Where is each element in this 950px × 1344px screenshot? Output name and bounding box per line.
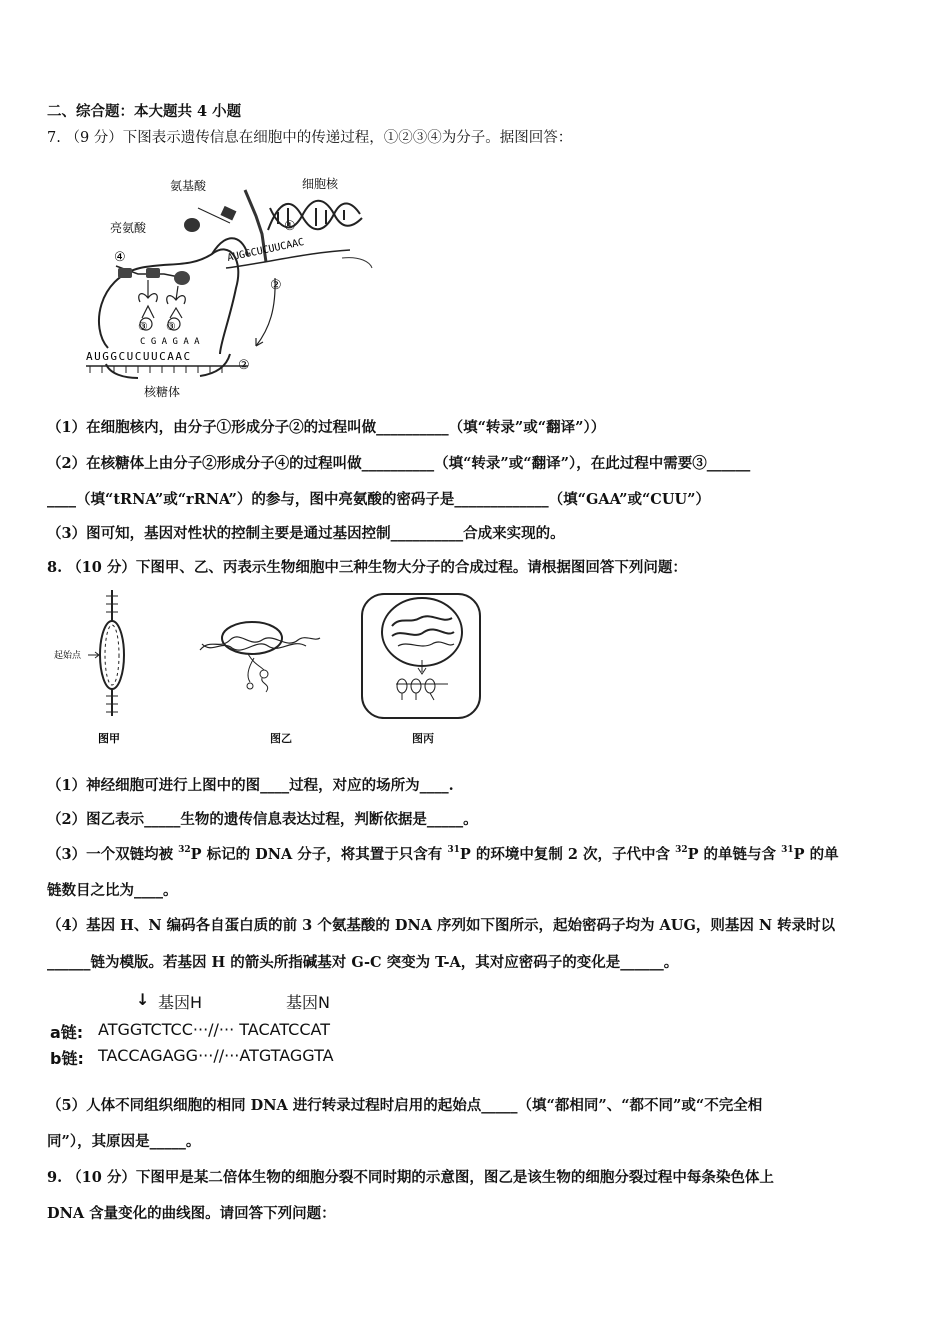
q8-p3-b: P 标记的 DNA 分子，将其置于只含有	[190, 846, 448, 863]
q8-part4-line1: （4）基因 H、N 编码各自蛋白质的前 3 个氨基酸的 DNA 序列如下图所示，起始密码子均为 AUG，则基因 N 转录时以	[47, 917, 836, 934]
q8-part5-line2: 同”），其原因是_____。	[47, 1133, 201, 1150]
mrna-top: AUGGCUCUUCAAC	[226, 236, 306, 264]
q8-stem: 8. （10 分）下图甲、乙、丙表示生物细胞中三种生物大分子的合成过程。请根据图回答下列问题：	[47, 559, 687, 576]
q7-part2-line2: ____（填“tRNA”或“rRNA”）的参与，图中亮氨酸的密码子是_____________（填“GAA”或“CUU”）	[47, 491, 710, 508]
strand-a-label: a链:	[50, 1023, 84, 1042]
label-leucine: 亮氨酸	[110, 221, 147, 235]
figure-c	[362, 594, 480, 745]
q8-part4-line2: ______链为模版。若基因 H 的箭头所指碱基对 G-C 突变为 T-A，其对应密码子的变化是______。	[47, 954, 679, 971]
peptide-unit-2	[146, 268, 160, 278]
strand-a-seq: ATGGTCTCC···//··· TACATCCAT	[98, 1020, 330, 1039]
q9-stem-line2: DNA 含量变化的曲线图。请回答下列问题：	[47, 1205, 336, 1222]
label-circle3b: ③	[166, 320, 176, 333]
origin-label: 起始点	[54, 651, 82, 661]
q8-p3-sup3: 32	[675, 845, 688, 855]
amino-acid-blob	[184, 218, 200, 232]
q8-part5-line1: （5）人体不同组织细胞的相同 DNA 进行转录过程时启用的起始点_____（填“都相同”、“都不同”或“不完全相	[47, 1097, 763, 1114]
mrna-bottom: AUGGCUCUUCAAC	[86, 350, 192, 363]
gene-h-label: 基因H	[158, 993, 203, 1012]
q8-part3-line1	[47, 845, 839, 865]
label-circle2b: ②	[238, 358, 250, 373]
anticodons: C G A G A A	[140, 337, 200, 347]
peptide-unit-1	[118, 268, 132, 278]
q8-part3-line2: 链数目之比为____。	[47, 882, 178, 899]
q8-p3-c: P 的环境中复制 2 次，子代中含	[459, 846, 676, 863]
label-fig-a: 图甲	[98, 732, 120, 745]
q9-stem-line1: 9. （10 分）下图甲是某二倍体生物的细胞分裂不同时期的示意图，图乙是该生物的细胞分裂过程中每条染色体上	[47, 1169, 774, 1186]
q8-part1: （1）神经细胞可进行上图中的图____过程，对应的场所为____.	[47, 777, 454, 794]
label-circle3a: ③	[138, 320, 148, 333]
q7-figure	[80, 168, 390, 403]
figure-a	[54, 590, 124, 745]
q7-part3: （3）图可知，基因对性状的控制主要是通过基因控制__________合成来实现的。	[47, 525, 565, 542]
q7-stem: 7. （9 分）下图表示遗传信息在细胞中的传递过程，①②③④为分子。据图回答：	[47, 130, 573, 146]
q8-p3-sup1: 32	[178, 845, 191, 855]
q8-p3-d: P 的单链与含	[687, 846, 782, 863]
q7-part1: （1）在细胞核内，由分子①形成分子②的过程叫做__________（填“转录”或“翻译”））	[47, 419, 606, 436]
label-amino-acid: 氨基酸	[170, 179, 207, 193]
gene-n-label: 基因N	[286, 993, 330, 1012]
q8-part2: （2）图乙表示_____生物的遗传信息表达过程，判断依据是_____。	[47, 811, 478, 828]
dna-helix	[268, 201, 362, 230]
q8-figure	[50, 588, 490, 750]
label-circle2: ②	[270, 278, 282, 293]
peptide-unit-3	[174, 271, 190, 285]
figure-b	[200, 622, 320, 745]
label-ribosome: 核糖体	[144, 385, 181, 399]
label-circle1: ①	[284, 219, 296, 234]
label-nucleus: 细胞核	[302, 177, 339, 191]
label-fig-b: 图乙	[270, 732, 292, 745]
strand-b-seq: TACCAGAGG···//···ATGTAGGTA	[98, 1046, 334, 1065]
q7-part2-line1: （2）在核糖体上由分子②形成分子④的过程叫做__________（填“转录”或“翻译”），在此过程中需要③______	[47, 455, 751, 472]
q8-p3-sup2: 31	[447, 845, 460, 855]
strand-b-label: b链:	[50, 1049, 84, 1068]
mutation-arrow: ↓	[136, 990, 150, 1009]
label-fig-c: 图丙	[412, 732, 434, 745]
q8-p3-e: P 的单	[793, 846, 839, 863]
q8-p3-sup4: 31	[781, 845, 794, 855]
label-circle4: ④	[114, 250, 126, 265]
gene-sequence-figure	[50, 990, 390, 1070]
section-heading: 二、综合题：本大题共 4 小题	[47, 103, 242, 120]
q8-p3-a: （3）一个双链均被	[47, 846, 179, 863]
amino-acid-rect	[220, 206, 236, 221]
